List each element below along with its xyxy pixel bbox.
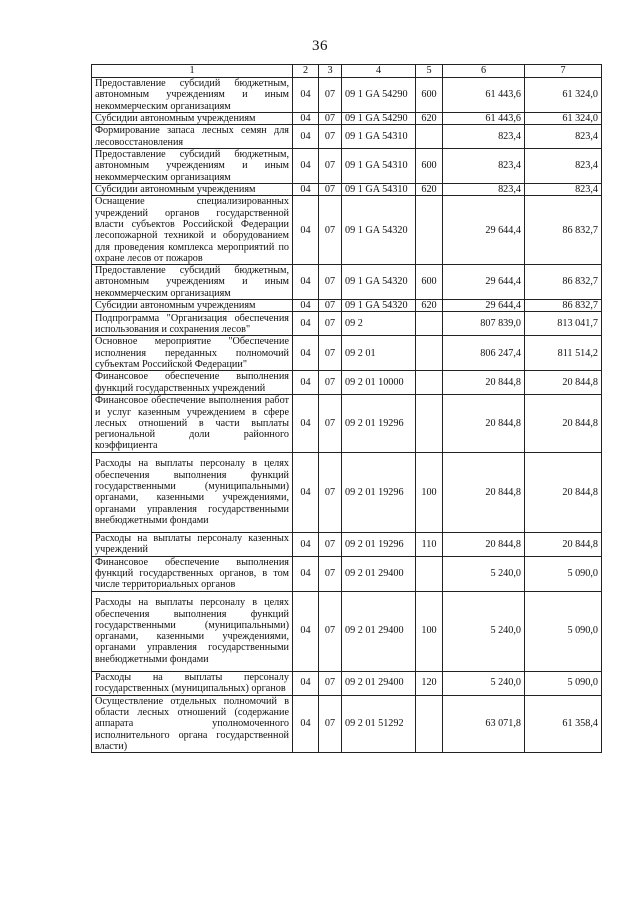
row-subsection-cell: 07 (319, 695, 342, 752)
table-row (92, 112, 602, 124)
row-amount-1-cell: 823,4 (443, 125, 525, 149)
table-row (92, 556, 602, 591)
row-amount-1-cell: 5 240,0 (443, 556, 525, 591)
row-subsection-cell: 07 (319, 532, 342, 556)
header-cell-2: 2 (293, 65, 319, 78)
row-amount-1-cell: 823,4 (443, 184, 525, 196)
table-row (92, 591, 602, 671)
row-section-cell: 04 (293, 671, 319, 695)
header-row (92, 65, 602, 78)
row-amount-2-cell: 86 832,7 (525, 300, 602, 312)
row-name-cell: Субсидии автономным учреждениям (92, 112, 293, 124)
table-row (92, 395, 602, 452)
row-target-article-cell: 09 2 01 19296 (342, 452, 416, 532)
table-header (92, 65, 602, 78)
row-subsection-cell: 07 (319, 452, 342, 532)
row-amount-2-cell: 20 844,8 (525, 371, 602, 395)
table-row (92, 125, 602, 149)
table-row (92, 671, 602, 695)
row-name-cell: Расходы на выплаты персоналу в целях обеспечения выполнения функций государственными (муниципальными) органами, казенными учреждениями, органами управления государственными внебюджетными фондами (92, 452, 293, 532)
row-name-cell: Расходы на выплаты персоналу в целях обеспечения выполнения функций государственными (муниципальными) органами, казенными учреждениями, органами управления государственными внебюджетными фондами (92, 591, 293, 671)
table-row (92, 196, 602, 265)
row-expense-type-cell (416, 395, 443, 452)
row-target-article-cell: 09 1 GA 54310 (342, 125, 416, 149)
row-amount-2-cell: 823,4 (525, 149, 602, 184)
row-expense-type-cell: 620 (416, 184, 443, 196)
row-subsection-cell: 07 (319, 112, 342, 124)
page-number: 36 (312, 38, 328, 54)
row-expense-type-cell: 600 (416, 149, 443, 184)
row-expense-type-cell (416, 556, 443, 591)
row-amount-2-cell: 823,4 (525, 125, 602, 149)
row-section-cell: 04 (293, 78, 319, 113)
row-name-cell: Осуществление отдельных полномочий в области лесных отношений (содержание аппарата уполномоченного исполнительного органа государственной власти) (92, 695, 293, 752)
table-row (92, 695, 602, 752)
row-target-article-cell: 09 1 GA 54320 (342, 300, 416, 312)
table-row (92, 336, 602, 371)
row-name-cell: Формирование запаса лесных семян для лесовосстановления (92, 125, 293, 149)
table-row (92, 312, 602, 336)
row-amount-2-cell: 20 844,8 (525, 395, 602, 452)
row-amount-2-cell: 5 090,0 (525, 591, 602, 671)
row-subsection-cell: 07 (319, 336, 342, 371)
row-name-cell: Подпрограмма "Организация обеспечения использования и сохранения лесов" (92, 312, 293, 336)
row-subsection-cell: 07 (319, 671, 342, 695)
row-expense-type-cell (416, 695, 443, 752)
row-target-article-cell: 09 2 01 19296 (342, 395, 416, 452)
row-subsection-cell: 07 (319, 395, 342, 452)
row-section-cell: 04 (293, 112, 319, 124)
row-expense-type-cell: 100 (416, 591, 443, 671)
row-expense-type-cell: 600 (416, 78, 443, 113)
row-target-article-cell: 09 2 01 51292 (342, 695, 416, 752)
row-amount-1-cell: 20 844,8 (443, 532, 525, 556)
row-section-cell: 04 (293, 125, 319, 149)
row-section-cell: 04 (293, 532, 319, 556)
row-amount-1-cell: 29 644,4 (443, 196, 525, 265)
row-target-article-cell: 09 2 01 19296 (342, 532, 416, 556)
row-amount-2-cell: 813 041,7 (525, 312, 602, 336)
row-target-article-cell: 09 1 GA 54320 (342, 196, 416, 265)
header-cell-1: 1 (92, 65, 293, 78)
row-section-cell: 04 (293, 300, 319, 312)
row-expense-type-cell (416, 196, 443, 265)
row-expense-type-cell: 110 (416, 532, 443, 556)
row-amount-2-cell: 823,4 (525, 184, 602, 196)
row-section-cell: 04 (293, 371, 319, 395)
row-amount-1-cell: 20 844,8 (443, 395, 525, 452)
row-section-cell: 04 (293, 265, 319, 300)
row-amount-1-cell: 61 443,6 (443, 78, 525, 113)
row-section-cell: 04 (293, 312, 319, 336)
row-amount-1-cell: 29 644,4 (443, 300, 525, 312)
row-target-article-cell: 09 1 GA 54320 (342, 265, 416, 300)
budget-table (91, 64, 602, 753)
header-cell-7: 7 (525, 65, 602, 78)
header-cell-5: 5 (416, 65, 443, 78)
row-expense-type-cell (416, 312, 443, 336)
row-subsection-cell: 07 (319, 312, 342, 336)
row-section-cell: 04 (293, 336, 319, 371)
row-target-article-cell: 09 1 GA 54290 (342, 112, 416, 124)
row-expense-type-cell: 620 (416, 300, 443, 312)
row-section-cell: 04 (293, 452, 319, 532)
row-name-cell: Финансовое обеспечение выполнения работ и услуг казенным учреждением в сфере лесных отношений в части выплаты региональной доли районного коэффициента (92, 395, 293, 452)
row-expense-type-cell: 600 (416, 265, 443, 300)
row-subsection-cell: 07 (319, 371, 342, 395)
row-expense-type-cell: 120 (416, 671, 443, 695)
row-target-article-cell: 09 2 01 10000 (342, 371, 416, 395)
row-target-article-cell: 09 2 (342, 312, 416, 336)
row-amount-2-cell: 86 832,7 (525, 265, 602, 300)
header-cell-4: 4 (342, 65, 416, 78)
row-subsection-cell: 07 (319, 78, 342, 113)
row-name-cell: Расходы на выплаты персоналу государственных (муниципальных) органов (92, 671, 293, 695)
row-amount-1-cell: 61 443,6 (443, 112, 525, 124)
table-row (92, 149, 602, 184)
row-amount-2-cell: 5 090,0 (525, 556, 602, 591)
table-body (92, 78, 602, 753)
table-row (92, 532, 602, 556)
row-name-cell: Оснащение специализированных учреждений органов государственной власти субъектов Российской Федерации лесопожарной техникой и оборудованием для проведения комплекса мероприятий по охране лесов от пожаров (92, 196, 293, 265)
row-expense-type-cell: 100 (416, 452, 443, 532)
row-section-cell: 04 (293, 196, 319, 265)
row-amount-2-cell: 61 324,0 (525, 112, 602, 124)
row-name-cell: Субсидии автономным учреждениям (92, 184, 293, 196)
header-cell-3: 3 (319, 65, 342, 78)
row-section-cell: 04 (293, 149, 319, 184)
row-target-article-cell: 09 2 01 29400 (342, 591, 416, 671)
row-subsection-cell: 07 (319, 591, 342, 671)
row-subsection-cell: 07 (319, 184, 342, 196)
row-subsection-cell: 07 (319, 556, 342, 591)
row-amount-1-cell: 5 240,0 (443, 591, 525, 671)
table-row (92, 300, 602, 312)
row-amount-2-cell: 61 324,0 (525, 78, 602, 113)
row-subsection-cell: 07 (319, 196, 342, 265)
row-target-article-cell: 09 2 01 29400 (342, 671, 416, 695)
row-section-cell: 04 (293, 184, 319, 196)
row-amount-1-cell: 29 644,4 (443, 265, 525, 300)
row-subsection-cell: 07 (319, 300, 342, 312)
row-amount-2-cell: 86 832,7 (525, 196, 602, 265)
row-target-article-cell: 09 2 01 (342, 336, 416, 371)
row-amount-2-cell: 61 358,4 (525, 695, 602, 752)
row-amount-2-cell: 20 844,8 (525, 452, 602, 532)
row-section-cell: 04 (293, 591, 319, 671)
row-name-cell: Субсидии автономным учреждениям (92, 300, 293, 312)
table-row (92, 265, 602, 300)
row-target-article-cell: 09 1 GA 54310 (342, 149, 416, 184)
table-row (92, 452, 602, 532)
row-amount-1-cell: 806 247,4 (443, 336, 525, 371)
row-amount-2-cell: 20 844,8 (525, 532, 602, 556)
row-target-article-cell: 09 2 01 29400 (342, 556, 416, 591)
row-name-cell: Предоставление субсидий бюджетным, автономным учреждениям и иным некоммерческим организациям (92, 265, 293, 300)
header-cell-6: 6 (443, 65, 525, 78)
row-subsection-cell: 07 (319, 149, 342, 184)
row-amount-2-cell: 811 514,2 (525, 336, 602, 371)
table-row (92, 371, 602, 395)
row-expense-type-cell (416, 371, 443, 395)
row-amount-1-cell: 807 839,0 (443, 312, 525, 336)
row-name-cell: Финансовое обеспечение выполнения функций государственных органов, в том числе территориальных органов (92, 556, 293, 591)
row-amount-2-cell: 5 090,0 (525, 671, 602, 695)
row-name-cell: Расходы на выплаты персоналу казенных учреждений (92, 532, 293, 556)
table-row (92, 184, 602, 196)
row-amount-1-cell: 20 844,8 (443, 452, 525, 532)
row-section-cell: 04 (293, 395, 319, 452)
row-section-cell: 04 (293, 695, 319, 752)
row-expense-type-cell (416, 125, 443, 149)
row-subsection-cell: 07 (319, 265, 342, 300)
row-target-article-cell: 09 1 GA 54290 (342, 78, 416, 113)
row-name-cell: Финансовое обеспечение выполнения функций государственных учреждений (92, 371, 293, 395)
row-name-cell: Основное мероприятие "Обеспечение исполнения переданных полномочий субъектам Российской Федерации" (92, 336, 293, 371)
row-expense-type-cell (416, 336, 443, 371)
row-amount-1-cell: 20 844,8 (443, 371, 525, 395)
row-amount-1-cell: 823,4 (443, 149, 525, 184)
row-name-cell: Предоставление субсидий бюджетным, автономным учреждениям и иным некоммерческим организациям (92, 78, 293, 113)
table-row (92, 78, 602, 113)
row-expense-type-cell: 620 (416, 112, 443, 124)
row-subsection-cell: 07 (319, 125, 342, 149)
row-name-cell: Предоставление субсидий бюджетным, автономным учреждениям и иным некоммерческим организациям (92, 149, 293, 184)
row-amount-1-cell: 63 071,8 (443, 695, 525, 752)
row-amount-1-cell: 5 240,0 (443, 671, 525, 695)
row-section-cell: 04 (293, 556, 319, 591)
row-target-article-cell: 09 1 GA 54310 (342, 184, 416, 196)
